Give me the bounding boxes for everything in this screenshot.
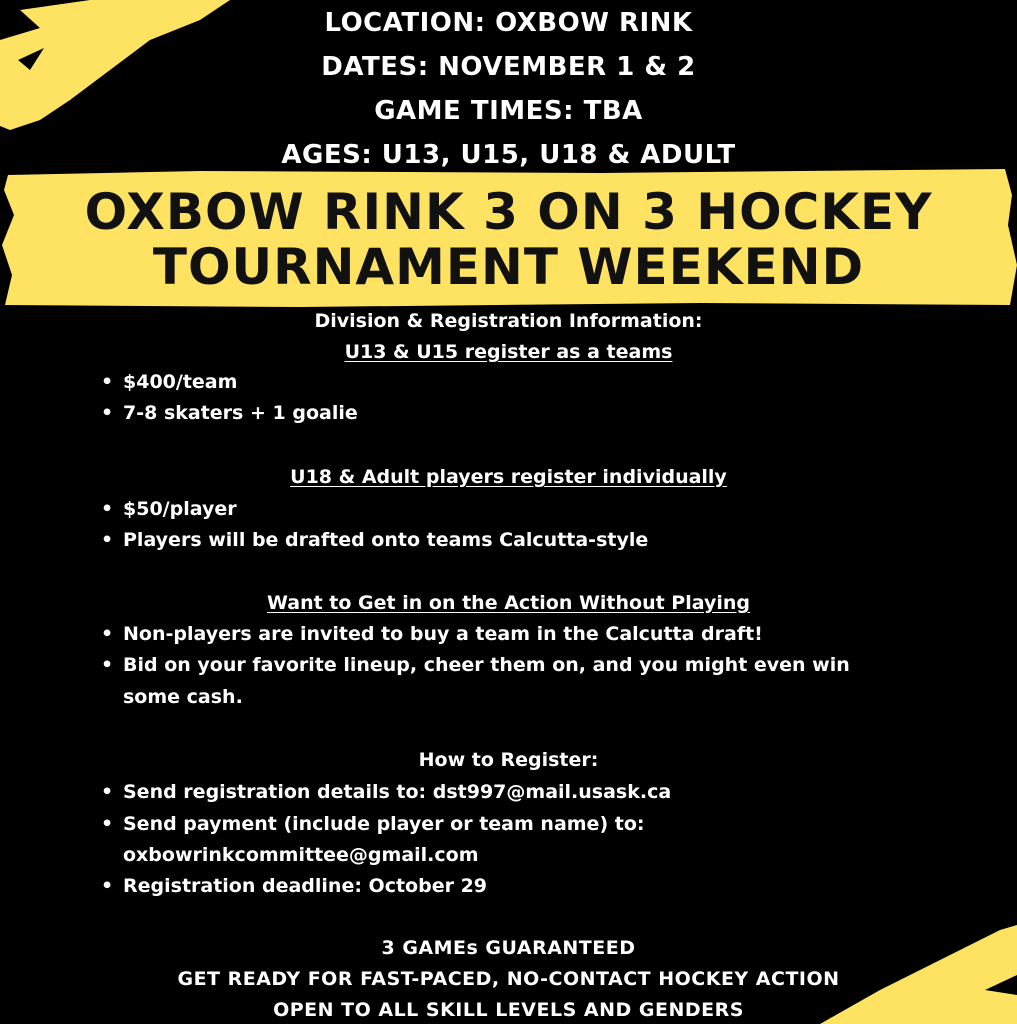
list-item-continuation: oxbowrinkcommittee@gmail.com — [123, 844, 479, 866]
dates-line: DATES: NOVEMBER 1 & 2 — [321, 52, 696, 82]
list-item-continuation: some cash. — [123, 686, 243, 708]
individual-registration-heading: U18 & Adult players register individually — [290, 466, 727, 488]
location-line: LOCATION: OXBOW RINK — [324, 8, 693, 38]
division-heading: Division & Registration Information: — [314, 310, 703, 332]
list-item: • $400/team — [101, 371, 238, 393]
footer-action: GET READY FOR FAST-PACED, NO-CONTACT HOCKEY ACTION — [177, 968, 840, 990]
list-item: • Send registration details to: dst997@mail.usask.ca — [101, 781, 672, 803]
action-heading: Want to Get in on the Action Without Playing — [266, 592, 751, 614]
list-item: • $50/player — [101, 498, 237, 520]
list-item: • Registration deadline: October 29 — [101, 875, 488, 897]
banner-title-line1: OXBOW RINK 3 ON 3 HOCKEY — [84, 183, 933, 241]
ages-line: AGES: U13, U15, U18 & ADULT — [281, 140, 736, 170]
game-times-line: GAME TIMES: TBA — [374, 96, 643, 126]
footer-guarantee: 3 GAMEs GUARANTEED — [381, 937, 636, 959]
banner-title-line2: TOURNAMENT WEEKEND — [152, 238, 865, 296]
list-item: • Players will be drafted onto teams Calcutta-style — [101, 529, 649, 551]
list-item: • Bid on your favorite lineup, cheer them on, and you might even win — [101, 654, 850, 676]
team-registration-heading: U13 & U15 register as a teams — [344, 341, 673, 363]
list-item: • Send payment (include player or team name) to: — [101, 813, 645, 835]
list-item: • 7-8 skaters + 1 goalie — [101, 402, 358, 424]
register-heading: How to Register: — [418, 749, 599, 771]
footer-open: OPEN TO ALL SKILL LEVELS AND GENDERS — [273, 999, 744, 1021]
list-item: • Non-players are invited to buy a team in the Calcutta draft! — [101, 623, 763, 645]
